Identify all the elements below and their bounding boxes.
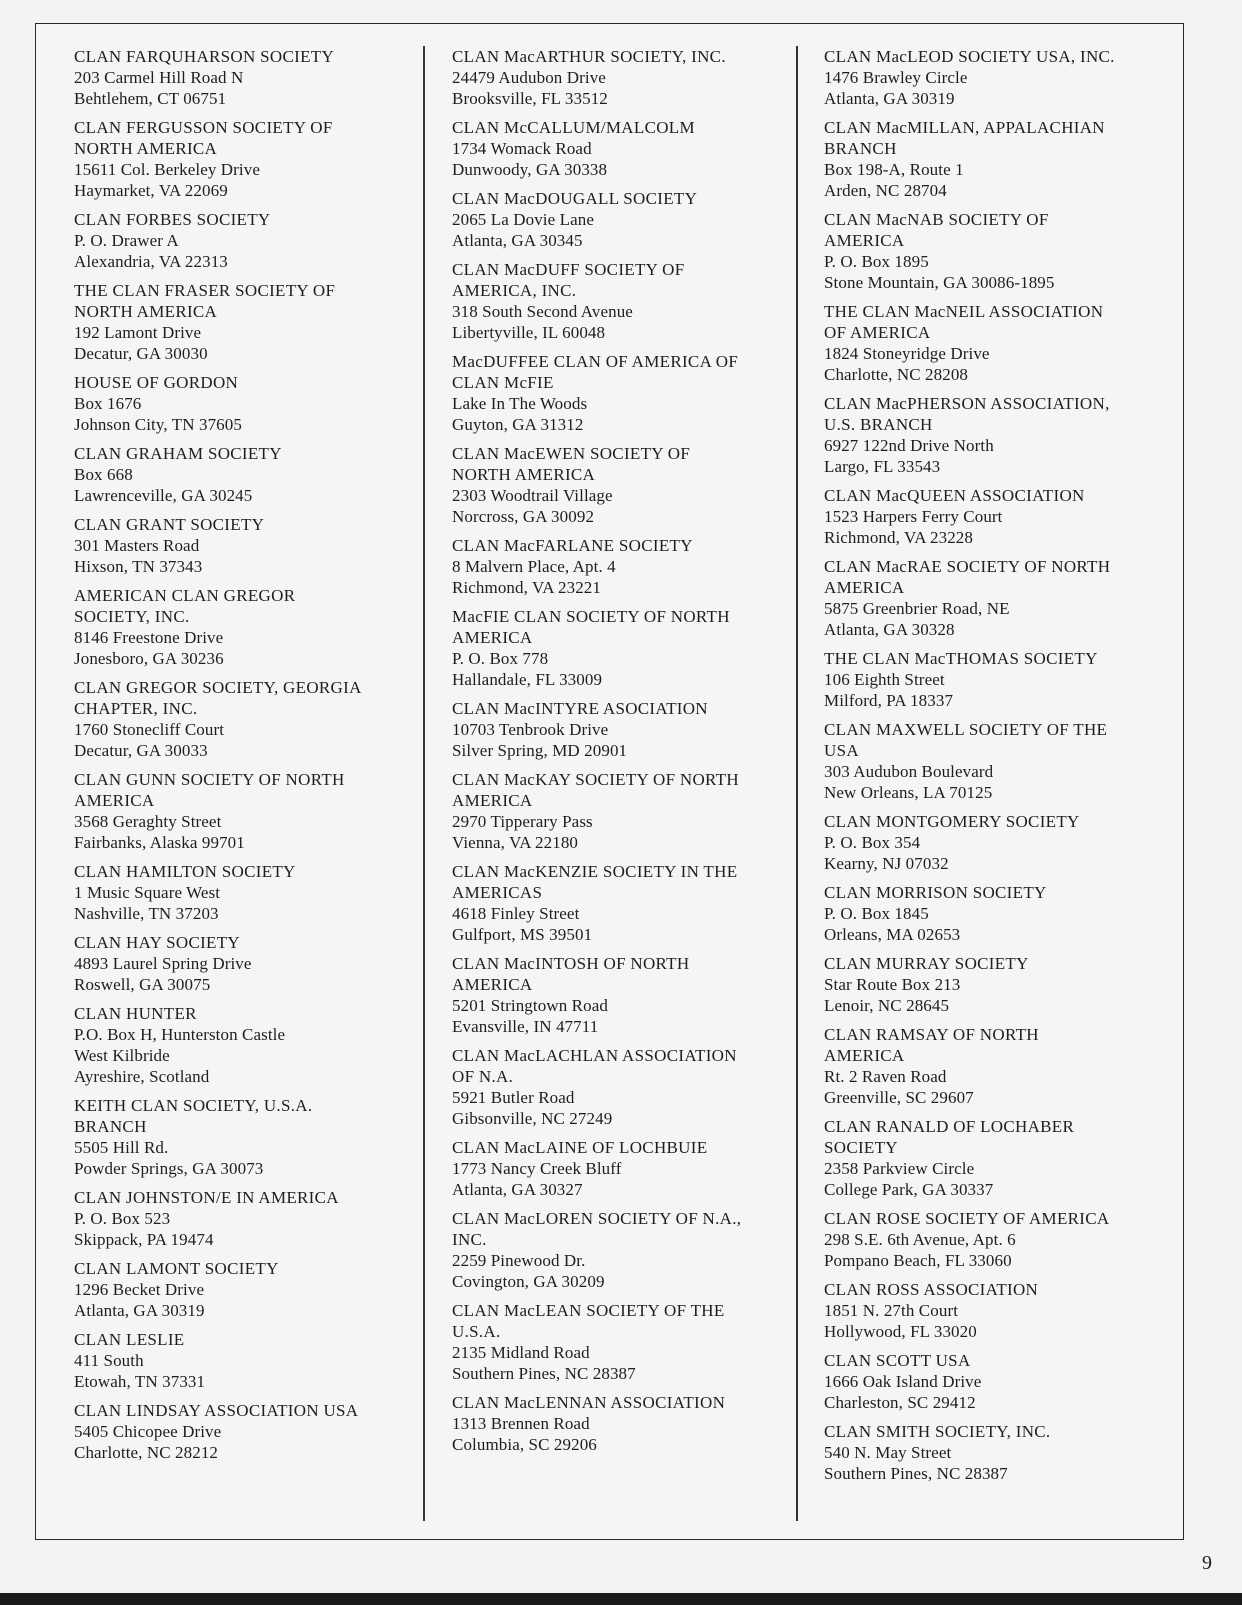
clan-name-line: CLAN RAMSAY OF NORTH xyxy=(824,1025,1039,1044)
address-line: P. O. Box 354 xyxy=(824,833,921,852)
address-line: Nashville, TN 37203 xyxy=(74,904,219,923)
address-line: Dunwoody, GA 30338 xyxy=(452,160,608,179)
clan-name-line: SOCIETY, INC. xyxy=(74,607,190,626)
address-line: 5405 Chicopee Drive xyxy=(74,1422,222,1441)
address-line: Haymarket, VA 22069 xyxy=(74,181,228,200)
address-line: Gibsonville, NC 27249 xyxy=(452,1109,613,1128)
clan-name-line: CLAN SCOTT USA xyxy=(824,1351,971,1370)
address-line: 8146 Freestone Drive xyxy=(74,628,224,647)
directory-entry xyxy=(452,351,802,435)
address-line: 3568 Geraghty Street xyxy=(74,812,222,831)
directory-entry xyxy=(824,648,1179,711)
address-line: Skippack, PA 19474 xyxy=(74,1230,214,1249)
scan-bottom-edge xyxy=(0,1593,1242,1605)
address-line: Kearny, NJ 07032 xyxy=(824,854,949,873)
clan-name-line: CLAN MacDUFF SOCIETY OF xyxy=(452,260,685,279)
address-line: 2135 Midland Road xyxy=(452,1343,590,1362)
address-line: 203 Carmel Hill Road N xyxy=(74,68,244,87)
clan-name-line: CLAN SMITH SOCIETY, INC. xyxy=(824,1422,1051,1441)
clan-name-line: CLAN MORRISON SOCIETY xyxy=(824,883,1047,902)
clan-name-line: CLAN LESLIE xyxy=(74,1330,185,1349)
directory-column-2 xyxy=(452,46,802,1463)
directory-entry xyxy=(452,259,802,343)
address-line: 1313 Brennen Road xyxy=(452,1414,590,1433)
address-line: Box 668 xyxy=(74,465,133,484)
address-line: 6927 122nd Drive North xyxy=(824,436,994,455)
clan-name-line: CLAN McFIE xyxy=(452,373,554,392)
address-line: Southern Pines, NC 28387 xyxy=(824,1464,1008,1483)
address-line: 1296 Becket Drive xyxy=(74,1280,205,1299)
address-line: Vienna, VA 22180 xyxy=(452,833,579,852)
clan-name-line: OF AMERICA xyxy=(824,323,931,342)
directory-entry xyxy=(452,1137,802,1200)
clan-name-line: CLAN MacLEOD SOCIETY USA, INC. xyxy=(824,47,1115,66)
clan-name-line: CLAN GUNN SOCIETY OF NORTH xyxy=(74,770,345,789)
address-line: Charlotte, NC 28208 xyxy=(824,365,969,384)
clan-name-line: CLAN LINDSAY ASSOCIATION USA xyxy=(74,1401,359,1420)
address-line: Atlanta, GA 30327 xyxy=(452,1180,583,1199)
clan-name-line: BRANCH xyxy=(74,1117,147,1136)
address-line: Largo, FL 33543 xyxy=(824,457,941,476)
address-line: 5505 Hill Rd. xyxy=(74,1138,169,1157)
clan-name-line: CLAN MacINTOSH OF NORTH xyxy=(452,954,690,973)
address-line: Guyton, GA 31312 xyxy=(452,415,584,434)
address-line: Lenoir, NC 28645 xyxy=(824,996,950,1015)
clan-name-line: AMERICA xyxy=(824,231,905,250)
address-line: Atlanta, GA 30319 xyxy=(74,1301,205,1320)
directory-entry xyxy=(452,606,802,690)
directory-entry xyxy=(74,1400,424,1463)
directory-entry xyxy=(824,46,1179,109)
directory-entry xyxy=(824,393,1179,477)
column-divider xyxy=(423,46,425,1521)
directory-entry xyxy=(452,953,802,1037)
clan-name-line: THE CLAN MacNEIL ASSOCIATION xyxy=(824,302,1104,321)
address-line: Hollywood, FL 33020 xyxy=(824,1322,977,1341)
address-line: Johnson City, TN 37605 xyxy=(74,415,242,434)
directory-entry xyxy=(824,953,1179,1016)
clan-name-line: HOUSE OF GORDON xyxy=(74,373,239,392)
directory-entry xyxy=(824,1116,1179,1200)
clan-name-line: NORTH AMERICA xyxy=(74,139,218,158)
clan-name-line: CLAN FORBES SOCIETY xyxy=(74,210,271,229)
directory-entry xyxy=(824,1350,1179,1413)
clan-name-line: CLAN MacDOUGALL SOCIETY xyxy=(452,189,698,208)
address-line: Decatur, GA 30033 xyxy=(74,741,208,760)
directory-entry xyxy=(74,677,424,761)
address-line: 2970 Tipperary Pass xyxy=(452,812,593,831)
clan-name-line: CLAN MacFARLANE SOCIETY xyxy=(452,536,693,555)
address-line: Gulfport, MS 39501 xyxy=(452,925,593,944)
clan-name-line: KEITH CLAN SOCIETY, U.S.A. xyxy=(74,1096,313,1115)
address-line: New Orleans, LA 70125 xyxy=(824,783,993,802)
clan-name-line: CLAN MacRAE SOCIETY OF NORTH xyxy=(824,557,1111,576)
address-line: Alexandria, VA 22313 xyxy=(74,252,228,271)
address-line: Etowah, TN 37331 xyxy=(74,1372,206,1391)
clan-name-line: AMERICAN CLAN GREGOR xyxy=(74,586,296,605)
address-line: Lawrenceville, GA 30245 xyxy=(74,486,253,505)
directory-entry xyxy=(74,514,424,577)
address-line: Fairbanks, Alaska 99701 xyxy=(74,833,245,852)
clan-name-line: AMERICA xyxy=(824,578,905,597)
clan-name-line: AMERICAS xyxy=(452,883,543,902)
clan-name-line: CHAPTER, INC. xyxy=(74,699,198,718)
directory-entry xyxy=(74,932,424,995)
address-line: 5875 Greenbrier Road, NE xyxy=(824,599,1010,618)
clan-name-line: CLAN ROSE SOCIETY OF AMERICA xyxy=(824,1209,1110,1228)
clan-name-line: CLAN MacLOREN SOCIETY OF N.A., xyxy=(452,1209,742,1228)
address-line: Hallandale, FL 33009 xyxy=(452,670,603,689)
clan-name-line: CLAN JOHNSTON/E IN AMERICA xyxy=(74,1188,339,1207)
address-line: P. O. Drawer A xyxy=(74,231,179,250)
directory-entry xyxy=(452,443,802,527)
clan-name-line: CLAN MacPHERSON ASSOCIATION, xyxy=(824,394,1110,413)
clan-name-line: CLAN HAMILTON SOCIETY xyxy=(74,862,296,881)
directory-entry xyxy=(74,585,424,669)
address-line: 2358 Parkview Circle xyxy=(824,1159,975,1178)
address-line: Rt. 2 Raven Road xyxy=(824,1067,947,1086)
address-line: Covington, GA 30209 xyxy=(452,1272,605,1291)
directory-entry xyxy=(74,1258,424,1321)
clan-name-line: MacFIE CLAN SOCIETY OF NORTH xyxy=(452,607,730,626)
clan-name-line: CLAN HUNTER xyxy=(74,1004,197,1023)
address-line: Milford, PA 18337 xyxy=(824,691,954,710)
directory-entry xyxy=(452,1208,802,1292)
clan-name-line: CLAN MacKAY SOCIETY OF NORTH xyxy=(452,770,739,789)
clan-name-line: NORTH AMERICA xyxy=(452,465,596,484)
clan-name-line: CLAN RANALD OF LOCHABER xyxy=(824,1117,1075,1136)
address-line: Box 1676 xyxy=(74,394,142,413)
address-line: P. O. Box 523 xyxy=(74,1209,171,1228)
clan-name-line: CLAN MacARTHUR SOCIETY, INC. xyxy=(452,47,726,66)
clan-name-line: CLAN MAXWELL SOCIETY OF THE xyxy=(824,720,1108,739)
address-line: College Park, GA 30337 xyxy=(824,1180,994,1199)
address-line: P. O. Box 1895 xyxy=(824,252,929,271)
clan-name-line: AMERICA xyxy=(74,791,155,810)
clan-name-line: OF N.A. xyxy=(452,1067,514,1086)
directory-entry xyxy=(74,1187,424,1250)
address-line: Pompano Beach, FL 33060 xyxy=(824,1251,1012,1270)
address-line: West Kilbride xyxy=(74,1046,170,1065)
address-line: Atlanta, GA 30328 xyxy=(824,620,955,639)
address-line: Libertyville, IL 60048 xyxy=(452,323,606,342)
address-line: 411 South xyxy=(74,1351,144,1370)
clan-name-line: CLAN FERGUSSON SOCIETY OF xyxy=(74,118,333,137)
address-line: 1 Music Square West xyxy=(74,883,221,902)
address-line: P. O. Box 1845 xyxy=(824,904,929,923)
column-divider xyxy=(796,46,798,1521)
clan-name-line: AMERICA, INC. xyxy=(452,281,577,300)
clan-name-line: CLAN MacLACHLAN ASSOCIATION xyxy=(452,1046,737,1065)
address-line: 4893 Laurel Spring Drive xyxy=(74,954,252,973)
directory-entry xyxy=(824,209,1179,293)
address-line: 301 Masters Road xyxy=(74,536,200,555)
address-line: 8 Malvern Place, Apt. 4 xyxy=(452,557,616,576)
clan-name-line: CLAN MacEWEN SOCIETY OF xyxy=(452,444,691,463)
directory-entry xyxy=(824,811,1179,874)
clan-name-line: CLAN GREGOR SOCIETY, GEORGIA xyxy=(74,678,362,697)
clan-name-line: CLAN MURRAY SOCIETY xyxy=(824,954,1029,973)
directory-entry xyxy=(824,1024,1179,1108)
clan-name-line: CLAN MacLAINE OF LOCHBUIE xyxy=(452,1138,708,1157)
address-line: Southern Pines, NC 28387 xyxy=(452,1364,636,1383)
address-line: Atlanta, GA 30345 xyxy=(452,231,583,250)
clan-name-line: CLAN FARQUHARSON SOCIETY xyxy=(74,47,335,66)
directory-entry xyxy=(824,485,1179,548)
clan-name-line: CLAN HAY SOCIETY xyxy=(74,933,240,952)
address-line: Ayreshire, Scotland xyxy=(74,1067,210,1086)
directory-entry xyxy=(824,1279,1179,1342)
clan-name-line: THE CLAN FRASER SOCIETY OF xyxy=(74,281,336,300)
clan-name-line: INC. xyxy=(452,1230,487,1249)
clan-name-line: CLAN MacLENNAN ASSOCIATION xyxy=(452,1393,726,1412)
address-line: Richmond, VA 23221 xyxy=(452,578,601,597)
clan-name-line: NORTH AMERICA xyxy=(74,302,218,321)
address-line: 540 N. May Street xyxy=(824,1443,952,1462)
address-line: 1773 Nancy Creek Bluff xyxy=(452,1159,622,1178)
clan-name-line: CLAN MacKENZIE SOCIETY IN THE xyxy=(452,862,738,881)
directory-entry xyxy=(452,1392,802,1455)
clan-name-line: AMERICA xyxy=(452,975,533,994)
address-line: Charlotte, NC 28212 xyxy=(74,1443,219,1462)
directory-entry xyxy=(452,535,802,598)
address-line: Greenville, SC 29607 xyxy=(824,1088,974,1107)
address-line: 5201 Stringtown Road xyxy=(452,996,608,1015)
directory-entry xyxy=(824,719,1179,803)
directory-entry xyxy=(74,861,424,924)
address-line: Lake In The Woods xyxy=(452,394,588,413)
address-line: 106 Eighth Street xyxy=(824,670,945,689)
address-line: Norcross, GA 30092 xyxy=(452,507,595,526)
clan-name-line: AMERICA xyxy=(452,628,533,647)
directory-entry xyxy=(824,117,1179,201)
address-line: 1523 Harpers Ferry Court xyxy=(824,507,1003,526)
directory-entry xyxy=(824,1208,1179,1271)
directory-entry xyxy=(452,769,802,853)
address-line: 2303 Woodtrail Village xyxy=(452,486,613,505)
address-line: Roswell, GA 30075 xyxy=(74,975,211,994)
address-line: P. O. Box 778 xyxy=(452,649,549,668)
directory-entry xyxy=(824,556,1179,640)
clan-name-line: CLAN MacNAB SOCIETY OF xyxy=(824,210,1049,229)
clan-name-line: SOCIETY xyxy=(824,1138,898,1157)
address-line: Richmond, VA 23228 xyxy=(824,528,973,547)
clan-name-line: USA xyxy=(824,741,859,760)
directory-entry xyxy=(74,769,424,853)
address-line: 15611 Col. Berkeley Drive xyxy=(74,160,260,179)
clan-name-line: U.S.A. xyxy=(452,1322,501,1341)
address-line: 2065 La Dovie Lane xyxy=(452,210,595,229)
clan-name-line: AMERICA xyxy=(824,1046,905,1065)
address-line: Box 198-A, Route 1 xyxy=(824,160,964,179)
clan-name-line: CLAN ROSS ASSOCIATION xyxy=(824,1280,1039,1299)
address-line: Jonesboro, GA 30236 xyxy=(74,649,224,668)
directory-entry xyxy=(452,117,802,180)
address-line: Columbia, SC 29206 xyxy=(452,1435,597,1454)
address-line: Arden, NC 28704 xyxy=(824,181,947,200)
address-line: Orleans, MA 02653 xyxy=(824,925,961,944)
directory-entry xyxy=(452,698,802,761)
clan-name-line: AMERICA xyxy=(452,791,533,810)
clan-name-line: MacDUFFEE CLAN OF AMERICA OF xyxy=(452,352,739,371)
address-line: 2259 Pinewood Dr. xyxy=(452,1251,586,1270)
directory-frame xyxy=(35,23,1184,1540)
address-line: 1476 Brawley Circle xyxy=(824,68,968,87)
address-line: 1824 Stoneyridge Drive xyxy=(824,344,990,363)
address-line: 24479 Audubon Drive xyxy=(452,68,606,87)
clan-name-line: CLAN GRANT SOCIETY xyxy=(74,515,265,534)
address-line: P.O. Box H, Hunterston Castle xyxy=(74,1025,286,1044)
directory-entry xyxy=(74,443,424,506)
directory-entry xyxy=(824,301,1179,385)
page-number: 9 xyxy=(1202,1552,1212,1574)
address-line: 1760 Stonecliff Court xyxy=(74,720,225,739)
directory-entry xyxy=(452,1045,802,1129)
clan-name-line: CLAN McCALLUM/MALCOLM xyxy=(452,118,695,137)
address-line: 303 Audubon Boulevard xyxy=(824,762,994,781)
directory-entry xyxy=(824,882,1179,945)
directory-entry xyxy=(74,1003,424,1087)
address-line: 318 South Second Avenue xyxy=(452,302,633,321)
clan-name-line: BRANCH xyxy=(824,139,897,158)
address-line: Brooksville, FL 33512 xyxy=(452,89,608,108)
address-line: Behtlehem, CT 06751 xyxy=(74,89,227,108)
directory-column-3 xyxy=(824,46,1179,1492)
directory-column-1 xyxy=(74,46,424,1471)
directory-entry xyxy=(452,46,802,109)
address-line: 10703 Tenbrook Drive xyxy=(452,720,609,739)
clan-name-line: CLAN MONTGOMERY SOCIETY xyxy=(824,812,1080,831)
clan-name-line: THE CLAN MacTHOMAS SOCIETY xyxy=(824,649,1098,668)
directory-entry xyxy=(74,372,424,435)
directory-entry xyxy=(74,46,424,109)
directory-entry xyxy=(452,188,802,251)
clan-name-line: CLAN GRAHAM SOCIETY xyxy=(74,444,282,463)
address-line: 298 S.E. 6th Avenue, Apt. 6 xyxy=(824,1230,1016,1249)
address-line: 1666 Oak Island Drive xyxy=(824,1372,982,1391)
address-line: 4618 Finley Street xyxy=(452,904,580,923)
clan-name-line: CLAN MacMILLAN, APPALACHIAN xyxy=(824,118,1105,137)
address-line: Stone Mountain, GA 30086-1895 xyxy=(824,273,1055,292)
address-line: Star Route Box 213 xyxy=(824,975,961,994)
directory-entry xyxy=(74,280,424,364)
directory-entry xyxy=(74,1329,424,1392)
directory-entry xyxy=(74,117,424,201)
directory-entry xyxy=(452,861,802,945)
directory-entry xyxy=(74,1095,424,1179)
clan-name-line: CLAN MacQUEEN ASSOCIATION xyxy=(824,486,1085,505)
address-line: Decatur, GA 30030 xyxy=(74,344,208,363)
clan-name-line: CLAN MacLEAN SOCIETY OF THE xyxy=(452,1301,725,1320)
address-line: 5921 Butler Road xyxy=(452,1088,575,1107)
directory-entry xyxy=(74,209,424,272)
directory-entry xyxy=(824,1421,1179,1484)
address-line: Powder Springs, GA 30073 xyxy=(74,1159,264,1178)
address-line: Charleston, SC 29412 xyxy=(824,1393,976,1412)
address-line: 192 Lamont Drive xyxy=(74,323,202,342)
clan-name-line: CLAN LAMONT SOCIETY xyxy=(74,1259,279,1278)
clan-name-line: CLAN MacINTYRE ASOCIATION xyxy=(452,699,708,718)
address-line: Atlanta, GA 30319 xyxy=(824,89,955,108)
address-line: Hixson, TN 37343 xyxy=(74,557,203,576)
address-line: Evansville, IN 47711 xyxy=(452,1017,599,1036)
clan-name-line: U.S. BRANCH xyxy=(824,415,933,434)
directory-entry xyxy=(452,1300,802,1384)
address-line: 1734 Womack Road xyxy=(452,139,592,158)
address-line: Silver Spring, MD 20901 xyxy=(452,741,628,760)
address-line: 1851 N. 27th Court xyxy=(824,1301,959,1320)
